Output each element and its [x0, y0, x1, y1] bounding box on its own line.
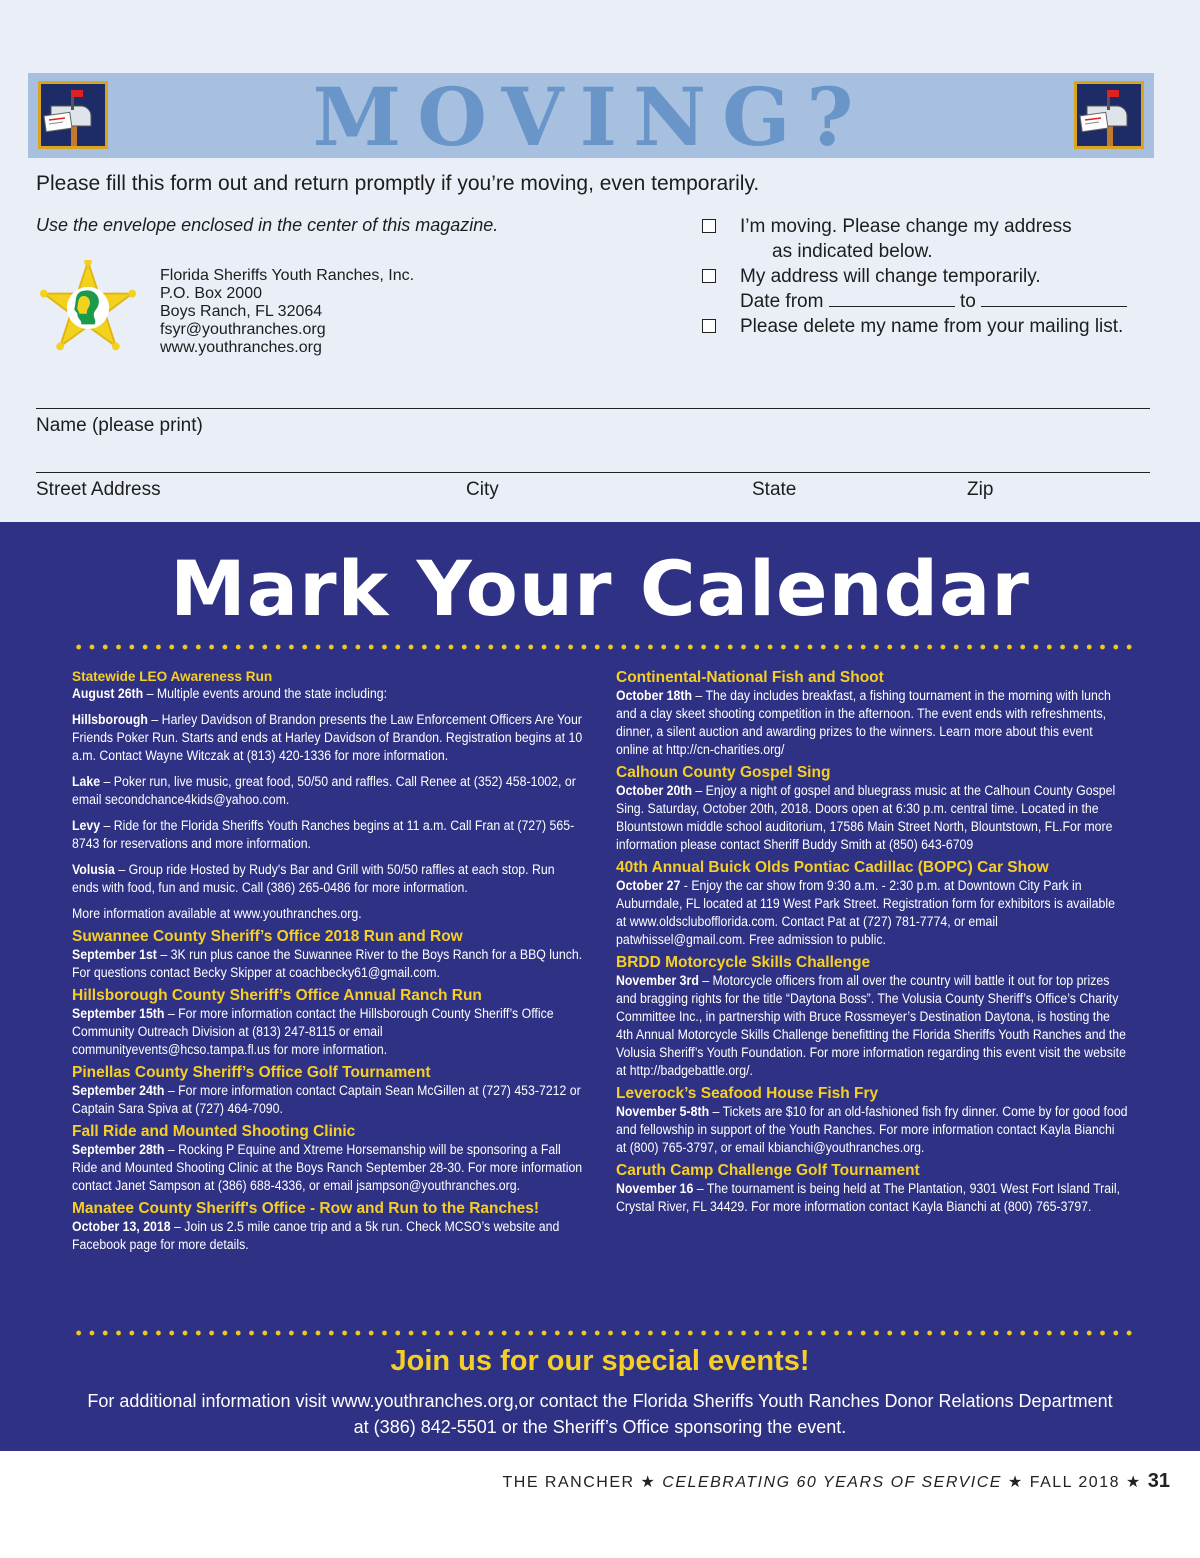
event-item — [72, 668, 584, 923]
event-subitem: Volusia – Group ride Hosted by Rudy's Bar and Grill with 50/50 raffles at each stop. Run ends with food, fun and music. Call (386) 265-0486 for more information. — [72, 862, 555, 895]
event-text: – 3K run plus canoe the Suwannee River to the Boys Ranch for a BBQ lunch. For questions contact Becky Skipper at coachbecky61@gmail.com. — [72, 947, 583, 980]
event-text: – For more information contact Captain Sean McGillen at (727) 453-7212 or Captain Sara Spiva at (727) 464-7090. — [72, 1083, 581, 1116]
option-delete — [702, 314, 1127, 339]
zip-label: Zip — [967, 479, 994, 500]
event-item — [72, 1199, 584, 1254]
event-date: September 15th — [72, 1006, 165, 1021]
event-item — [616, 668, 1128, 759]
event-title: Leverock’s Seafood House Fish Fry — [616, 1085, 879, 1102]
date-to-field[interactable] — [981, 291, 1127, 307]
star-separator-icon: ★ — [1125, 1474, 1142, 1491]
option-temporary-label: My address will change temporarily. — [740, 266, 1041, 287]
address-line: Boys Ranch, FL 32064 — [160, 303, 323, 320]
event-item — [616, 1084, 1128, 1157]
event-date: October 27 — [616, 878, 681, 893]
event-text: – Join us 2.5 mile canoe trip and a 5k run. Check MCSO’s website and Facebook page for more details. — [72, 1219, 560, 1252]
event-subitem: Hillsborough – Harley Davidson of Brandon presents the Law Enforcement Officers Are Your Friends Poker Run. Starts and ends at Harley Davidson of Brandon. Registration begins at 10 a.m. Contact Wayne Witczak at (813) 420-1336 for more information. — [72, 712, 583, 763]
event-text: - Enjoy the car show from 9:30 a.m. - 2:30 p.m. at Downtown City Park in Auburndale, FL located at 119 West Park Street. Registration form for exhibitors is available at www.oldsclubofflorida.com. Contact Pat at (727) 781-7774, or email patwhissel@gmail.com. Free admission to public. — [616, 878, 1115, 947]
event-item — [616, 858, 1128, 949]
checkbox-icon[interactable] — [702, 219, 716, 233]
option-temporary — [702, 264, 1127, 289]
sheriff-star-logo — [40, 260, 136, 356]
event-title: Statewide LEO Awareness Run — [72, 669, 273, 684]
star-separator-icon: ★ — [1007, 1474, 1024, 1491]
mailbox-icon — [1074, 81, 1144, 149]
event-date: August 26th — [72, 686, 144, 701]
event-text: – Enjoy a night of gospel and bluegrass music at the Calhoun County Gospel Sing. Saturday, October 20th, 2018. Doors open at 6:30 p.m. central time. Located in the Blountstown middle school auditorium, 17586 Main Street North, Blountstown, FL.For more information please contact Sheriff Buddy Smith at (850) 643-6709 — [616, 783, 1116, 852]
event-subitem: Lake – Poker run, live music, great food, 50/50 and raffles. Call Renee at (352) 458-1002, or email secondchance4kids@yahoo.com. — [72, 774, 576, 807]
form-intro: Please fill this form out and return promptly if you’re moving, even temporarily. — [36, 172, 760, 195]
address-line: Florida Sheriffs Youth Ranches, Inc. — [160, 267, 415, 284]
street-label: Street Address — [36, 479, 161, 500]
event-title: Pinellas County Sheriff’s Office Golf Tournament — [72, 1064, 431, 1081]
banner-title: MOVING? — [312, 70, 870, 164]
event-title: Manatee County Sheriff's Office - Row and Run to the Ranches! — [72, 1200, 540, 1217]
event-text: – For more information contact the Hillsborough County Sheriff’s Office Community Outreach Division at (813) 247-8115 or email communityevents@hcso.tampa.fl.us for more information. — [72, 1006, 554, 1057]
address-website: www.youthranches.org — [160, 339, 322, 356]
event-title: Suwannee County Sheriff’s Office 2018 Run and Row — [72, 928, 463, 945]
event-item — [616, 763, 1128, 854]
city-label: City — [466, 479, 499, 500]
event-date: September 28th — [72, 1142, 165, 1157]
event-text: – Multiple events around the state including: — [143, 686, 387, 701]
event-subitem: More information available at www.youthranches.org. — [72, 906, 362, 921]
event-title: Calhoun County Gospel Sing — [616, 764, 831, 781]
event-title: Fall Ride and Mounted Shooting Clinic — [72, 1123, 356, 1140]
date-to-label: to — [959, 291, 976, 312]
star-separator-icon: ★ — [640, 1474, 657, 1491]
event-date: November 5-8th — [616, 1104, 710, 1119]
state-label: State — [752, 479, 797, 500]
events-right-column — [616, 668, 1128, 1220]
event-item — [72, 1063, 584, 1118]
calendar-title: Mark Your Calendar — [170, 544, 1030, 633]
event-item — [616, 1161, 1128, 1216]
address-options — [702, 214, 1127, 339]
option-moving-label: I’m moving. Please change my address — [740, 216, 1072, 237]
more-info-line: at (386) 842-5501 or the Sheriff’s Office sponsoring the event. — [353, 1417, 847, 1437]
name-label: Name (please print) — [36, 415, 203, 436]
dotted-divider — [72, 644, 1132, 650]
event-date: September 24th — [72, 1083, 165, 1098]
address-email: fsyr@youthranches.org — [160, 321, 326, 338]
event-date: September 1st — [72, 947, 157, 962]
event-text: – Motorcycle officers from all over the country will battle it out for top prizes and bragging rights for the title “Daytona Boss”. The Volusia County Sheriff’s Office’s Charity Committee Inc., in partnership with Bruce Rossmeyer’s Destination Daytona, is hosting the 4th Annual Motorcycle Skills Challenge benefitting the Florida Sheriffs Youth Ranches and the Volusia Sheriff’s Youth Foundation. For more information regarding this event visit the website at http://badgebattle.org/. — [616, 973, 1126, 1078]
event-subitem: Levy – Ride for the Florida Sheriffs Youth Ranches begins at 11 a.m. Call Fran at (727) 565-8743 for reservations and more information. — [72, 818, 575, 851]
event-title: Hillsborough County Sheriff’s Office Annual Ranch Run — [72, 987, 482, 1004]
event-date: October 13, 2018 — [72, 1219, 171, 1234]
issue: FALL 2018 — [1029, 1474, 1120, 1491]
publication-name: THE RANCHER — [502, 1474, 635, 1491]
event-item — [616, 953, 1128, 1080]
option-moving-label-cont: as indicated below. — [772, 241, 933, 262]
event-item — [72, 986, 584, 1059]
moving-banner — [28, 70, 1154, 164]
event-item — [72, 1122, 584, 1195]
address-field[interactable] — [36, 472, 1150, 473]
name-field[interactable] — [36, 408, 1150, 409]
checkbox-icon[interactable] — [702, 319, 716, 333]
checkbox-icon[interactable] — [702, 269, 716, 283]
change-of-address-form — [0, 0, 1200, 522]
option-moving — [702, 214, 1127, 239]
event-title: BRDD Motorcycle Skills Challenge — [616, 954, 871, 971]
date-from-field[interactable] — [829, 291, 955, 307]
event-date: November 3rd — [616, 973, 699, 988]
events-left-column — [72, 668, 584, 1258]
event-title: 40th Annual Buick Olds Pontiac Cadillac (BOPC) Car Show — [616, 859, 1049, 876]
event-date: October 18th — [616, 688, 692, 703]
event-item — [72, 927, 584, 982]
tagline: CELEBRATING 60 YEARS OF SERVICE — [662, 1474, 1002, 1491]
address-line: P.O. Box 2000 — [160, 285, 262, 302]
envelope-note: Use the envelope enclosed in the center of this magazine. — [36, 215, 499, 235]
event-text: – Tickets are $10 for an old-fashioned fish fry dinner. Come by for good food and fellowship in support of the Youth Ranches. For more information contact Kayla Bianchi at (800) 765-3797, or email kbianchi@youthranches.org. — [616, 1104, 1128, 1155]
page-number: 31 — [1147, 1470, 1170, 1492]
event-text: – The tournament is being held at The Plantation, 9301 West Fort Island Trail, Crystal River, FL 34429. For more information contact Kayla Bianchi at (800) 765-3797. — [616, 1181, 1121, 1214]
date-from-label: Date from — [740, 291, 824, 312]
more-info — [60, 1388, 1140, 1440]
event-date: November 16 — [616, 1181, 694, 1196]
dotted-divider — [72, 1330, 1132, 1336]
event-title: Caruth Camp Challenge Golf Tournament — [616, 1162, 920, 1179]
event-title: Continental-National Fish and Shoot — [616, 669, 884, 686]
join-heading: Join us for our special events! — [390, 1345, 810, 1377]
more-info-line: For additional information visit www.youthranches.org,or contact the Florida Sheriffs Youth Ranches Donor Relations Department — [87, 1391, 1113, 1411]
option-delete-label: Please delete my name from your mailing list. — [740, 316, 1124, 337]
date-range-row — [702, 289, 1127, 314]
calendar-section — [0, 522, 1200, 1451]
page-footer — [0, 1470, 1170, 1493]
mailing-address — [160, 267, 414, 357]
event-date: October 20th — [616, 783, 692, 798]
event-text: – The day includes breakfast, a fishing tournament in the morning with lunch and a clay skeet shooting competition in the afternoon. The event ends with refreshments, dinner, a silent auction and awarding prizes to the winners. Learn more about this event online at http://cn-charities.org/ — [616, 688, 1111, 757]
event-text: – Rocking P Equine and Xtreme Horsemanship will be sponsoring a Fall Ride and Mounted Shooting Clinic at the Boys Ranch September 28-30. For more information contact Janet Sampson at (386) 688-4336, or email jsampson@youthranches.org. — [72, 1142, 583, 1193]
